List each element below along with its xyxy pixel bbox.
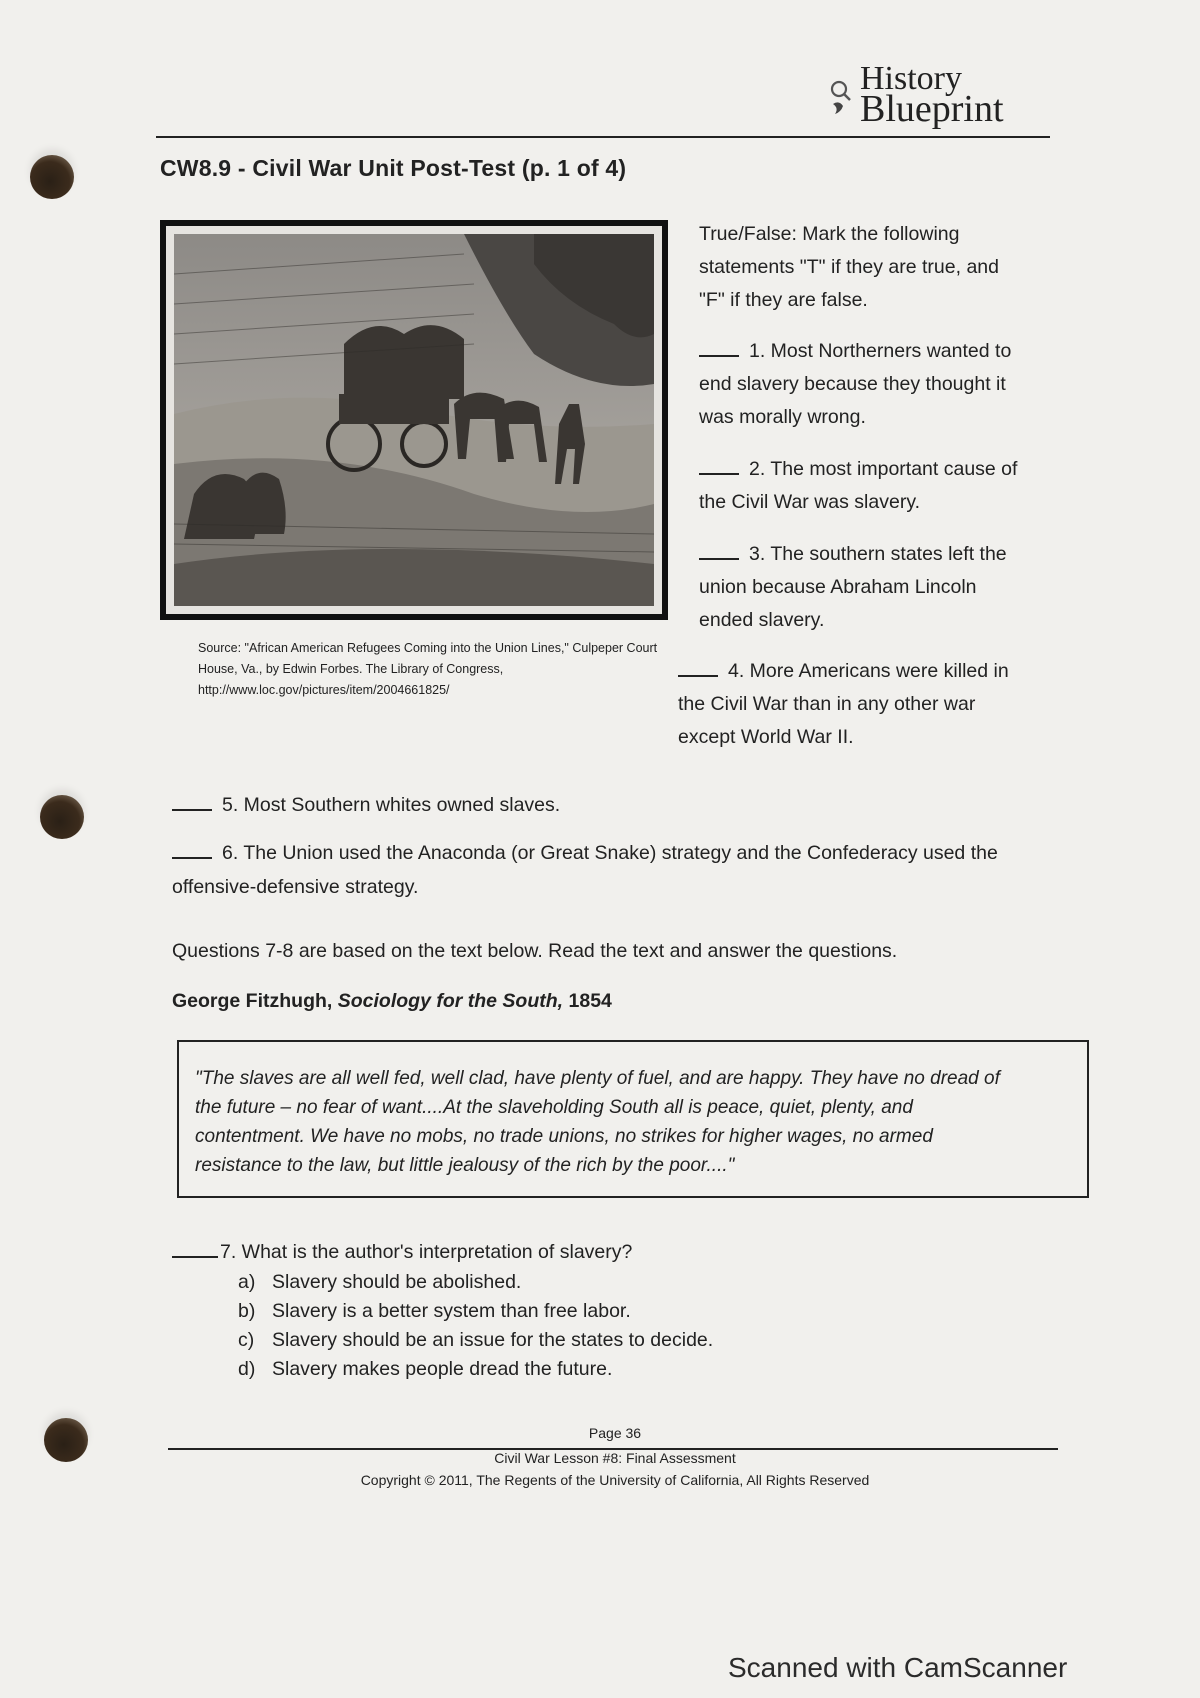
primary-source-quote — [177, 1040, 1089, 1198]
footer-copyright: Copyright © 2011, The Regents of the University of California, All Rights Reserved — [360, 1472, 870, 1488]
logo-word-blueprint: Blueprint — [860, 88, 1004, 130]
binder-hole-top — [30, 155, 74, 199]
text-intro: Questions 7-8 are based on the text below. Read the text and answer the questions. — [172, 940, 898, 962]
history-blueprint-logo — [828, 60, 1048, 130]
source-work: Sociology for the South, — [337, 990, 564, 1012]
question-text: 6. The Union used the Anaconda (or Great Snake) strategy and the Confederacy used the — [222, 842, 998, 864]
quote-line: "The slaves are all well fed, well clad, have plenty of fuel, and are happy. They have no dread of — [195, 1068, 1000, 1089]
quote-line: resistance to the law, but little jealousy of the rich by the poor...." — [195, 1155, 735, 1176]
tf-instructions-line: True/False: Mark the following — [699, 223, 960, 245]
logo-word-history: History — [860, 60, 962, 97]
question-text: union because Abraham Lincoln — [699, 576, 977, 598]
scanner-watermark: Scanned with CamScanner — [728, 1652, 1068, 1683]
answer-blank-7[interactable] — [172, 1238, 218, 1258]
question-5 — [172, 786, 560, 824]
option-d: d) Slavery makes people dread the future. — [238, 1358, 613, 1380]
tf-instructions — [699, 218, 999, 317]
quote-line: contentment. We have no mobs, no trade unions, no strikes for higher wages, no armed — [195, 1126, 933, 1147]
option-b: b) Slavery is a better system than free labor. — [238, 1300, 631, 1322]
footer-lesson: Civil War Lesson #8: Final Assessment — [494, 1450, 736, 1466]
source-author: George Fitzhugh, — [172, 990, 333, 1012]
question-text: 2. The most important cause of — [749, 458, 1018, 480]
question-text: end slavery because they thought it — [699, 373, 1006, 395]
question-text: the Civil War was slavery. — [699, 491, 921, 513]
header-rule — [156, 136, 1050, 138]
answer-blank-1[interactable] — [699, 337, 739, 357]
binder-hole-middle — [40, 795, 84, 839]
question-text: except World War II. — [678, 726, 854, 748]
answer-blank-3[interactable] — [699, 540, 739, 560]
question-text: 7. What is the author's interpretation of slavery? — [220, 1241, 633, 1263]
image-source-caption: Source: "African American Refugees Coming into the Union Lines," Culpeper Court House, Va., by Edwin Forbes. The Library of Congress, http://www.loc.gov/pictures/item/2004661825/ — [198, 641, 658, 697]
question-text: offensive-defensive strategy. — [172, 876, 419, 898]
answer-blank-6[interactable] — [172, 839, 212, 859]
question-4 — [678, 655, 1009, 754]
question-text: the Civil War than in any other war — [678, 693, 976, 715]
question-text: 1. Most Northerners wanted to — [749, 340, 1012, 362]
question-text: 3. The southern states left the — [749, 543, 1007, 565]
option-c: c) Slavery should be an issue for the states to decide. — [238, 1329, 714, 1351]
question-6 — [172, 834, 998, 906]
option-a: a) Slavery should be abolished. — [238, 1271, 522, 1293]
answer-blank-5[interactable] — [172, 791, 212, 811]
tf-instructions-line: statements "T" if they are true, and — [699, 256, 999, 278]
question-7-options — [238, 1268, 713, 1384]
question-text: 5. Most Southern whites owned slaves. — [222, 794, 561, 816]
question-1 — [699, 335, 1011, 434]
source-year: 1854 — [568, 990, 612, 1012]
question-7 — [172, 1238, 632, 1264]
question-2 — [699, 453, 1017, 519]
answer-blank-4[interactable] — [678, 657, 718, 677]
page-title: CW8.9 - Civil War Unit Post-Test (p. 1 of 4) — [160, 155, 627, 181]
answer-blank-2[interactable] — [699, 455, 739, 475]
refugees-wagon-illustration — [174, 234, 654, 606]
question-3 — [699, 538, 1007, 637]
question-text: ended slavery. — [699, 609, 825, 631]
page-number: Page 36 — [588, 1425, 642, 1441]
magnifier-logo-icon — [828, 78, 854, 118]
quote-line: the future – no fear of want....At the slaveholding South all is peace, quiet, plenty, and — [195, 1097, 913, 1118]
tf-instructions-line: "F" if they are false. — [699, 289, 868, 311]
document-source — [172, 990, 612, 1013]
question-text: was morally wrong. — [699, 406, 866, 428]
question-text: 4. More Americans were killed in — [728, 660, 1009, 682]
engraving-image — [160, 220, 668, 620]
